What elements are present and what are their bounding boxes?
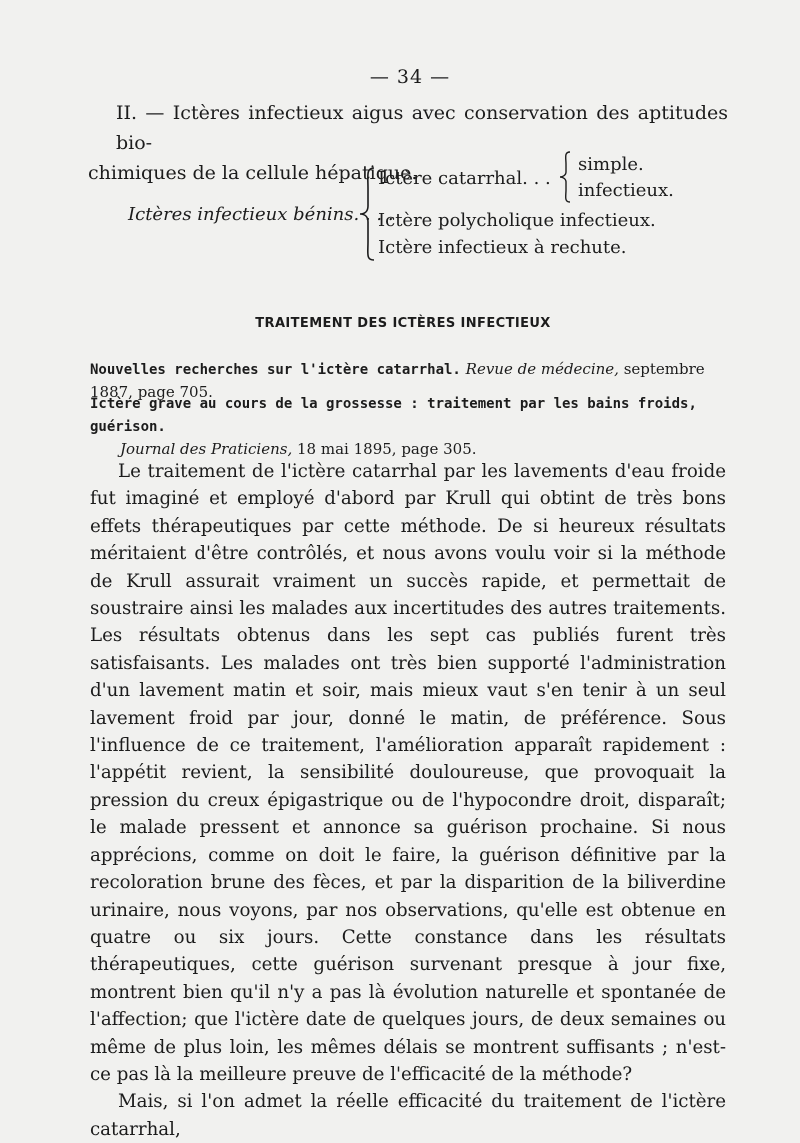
catarrhal-subtypes: [578, 152, 674, 204]
body-text: [90, 458, 726, 1143]
body-paragraph: Mais, si l'on admet la réelle efficacité du traitement de l'ictère catarrhal,: [90, 1091, 726, 1140]
reference-date: 18 mai 1895, page 305.: [297, 440, 477, 458]
subtype-item: simple.: [578, 154, 644, 175]
reference-item: [90, 392, 728, 460]
section-heading-line2: chimiques de la cellule hépatique.: [88, 162, 418, 184]
classification-item: Ictère infectieux à rechute.: [378, 237, 627, 258]
reference-date: septembre 1887, page 705.: [90, 360, 705, 401]
section-heading-line1: II. — Ictères infectieux aigus avec conservation des aptitudes bio-: [116, 102, 728, 154]
classification-group-label: Ictères infectieux bénins. . . .: [128, 204, 394, 225]
classification-item: Ictère polycholique infectieux.: [378, 210, 656, 231]
left-brace-icon: [358, 166, 378, 262]
reference-title: Nouvelles recherches sur l'ictère catarrhal.: [90, 362, 461, 378]
reference-journal: Revue de médecine,: [465, 360, 619, 378]
reference-journal: Journal des Praticiens,: [120, 440, 293, 458]
small-brace-icon: [558, 150, 574, 204]
classification-item: Ictère catarrhal. . .: [378, 168, 551, 189]
body-paragraph: Le traitement de l'ictère catarrhal par les lavements d'eau froide fut imaginé et employé d'abord par Krull qui obtint de très bons effets thérapeutiques par cette méthode. De si heureux résultats méritaient d'être contrôlés, et nous avons voulu voir si la méthode de Krull assurait vraiment un succès rapide, et permettait de soustraire ainsi les malades aux incertitudes des autres traitements. Les résultats obtenus dans les sept cas publiés furent très satisfaisants. Les malades ont très bien supporté l'administration d'un lavement matin et soir, mais mieux vaut s'en tenir à un seul lavement froid par jour, donné le matin, de préférence. Sous l'influence de ce traitement, l'amélioration apparaît rapidement : l'appétit revient, la sensibilité douloureuse, que provoquait la pression du creux épigastrique ou de l'hypocondre droit, disparaît; le malade pressent et annonce sa guérison prochaine. Si nous apprécions, comme on doit le faire, la guérison définitive par la recoloration brune des fèces, et par la disparition de la biliverdine urinaire, nous voyons, par nos observations, qu'elle est obtenue en quatre ou six jours. Cette constance dans les résultats thérapeutiques, cette guérison survenant presque à jour fixe, montrent bien qu'il n'y a pas là évolution naturelle et spontanée de l'affection; que l'ictère date de quelques jours, de deux semaines ou même de plus loin, les mêmes délais se montrent suffisants ; n'est-ce pas là la meilleure preuve de l'efficacité de la méthode?: [90, 461, 726, 1085]
treatment-title: TRAITEMENT DES ICTÈRES INFECTIEUX: [255, 316, 551, 331]
classification-block: [88, 152, 728, 262]
subtype-item: infectieux.: [578, 180, 674, 201]
page-number: — 34 —: [369, 66, 451, 88]
reference-title: Ictère grave au cours de la grossesse : traitement par les bains froids, guérison.: [90, 396, 697, 435]
